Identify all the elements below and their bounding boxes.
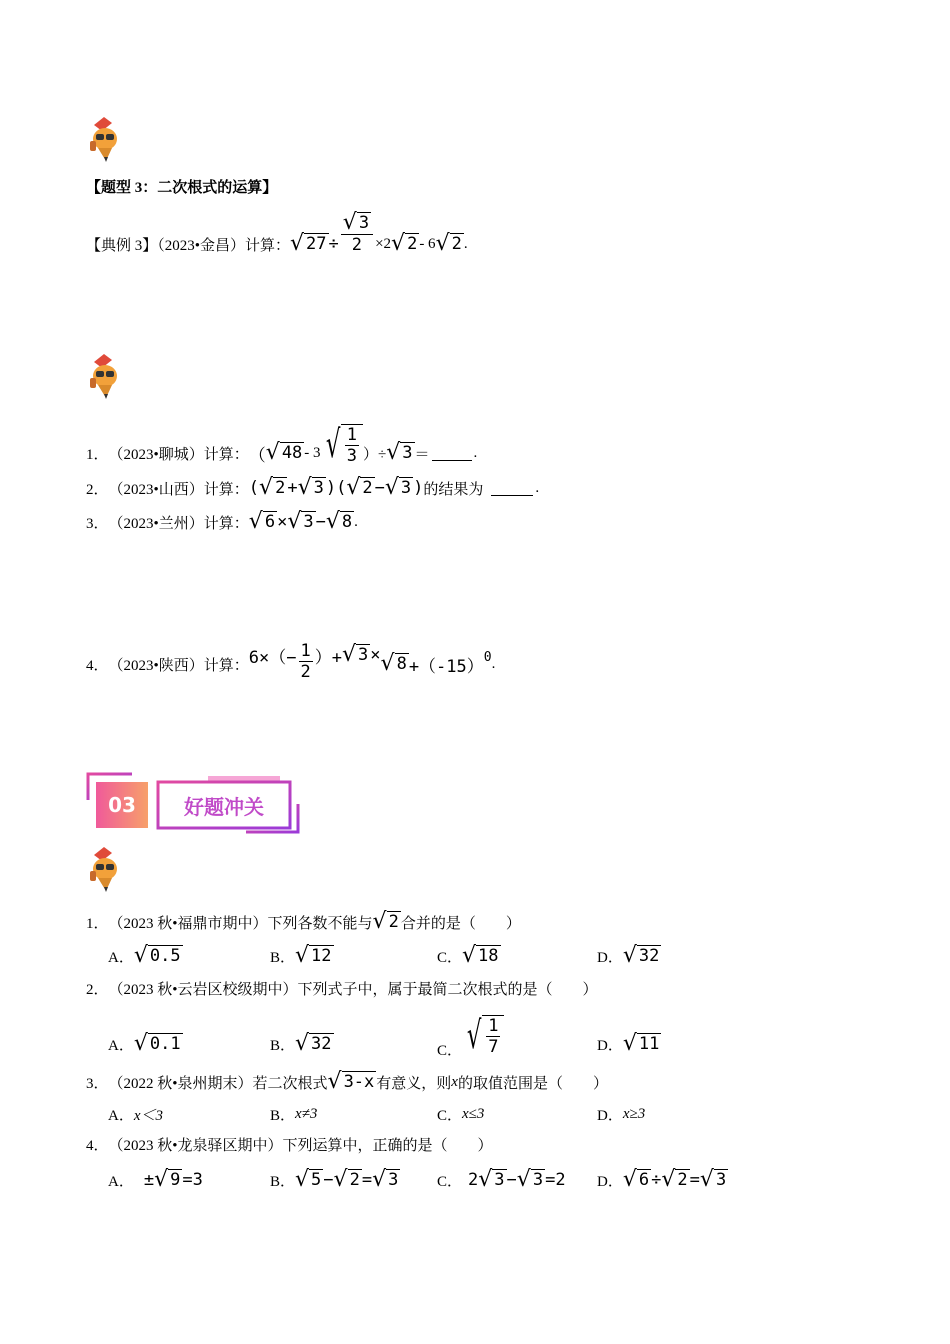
item-number: 2． (86, 981, 109, 998)
example-3 (86, 209, 468, 266)
option-sqrt: √ 6 (622, 1167, 650, 1192)
item-number: 1． (86, 446, 109, 463)
option-sqrt: √ 0.5 (133, 943, 181, 968)
quiz-item-2 (86, 968, 598, 1008)
option-sqrt: √ 5 (295, 1167, 322, 1192)
fraction-one-half: $\frac{1}{2}$ (300, 640, 311, 682)
equals-value: =2 (545, 1170, 566, 1190)
sqrt-48: √ 48 (265, 440, 303, 465)
option-letter: C． (437, 1107, 463, 1124)
times: × (370, 645, 381, 665)
option-letter: A． (108, 1173, 134, 1190)
option-sqrt: √ 32 (295, 1031, 332, 1056)
item-source: （2023•陕西）计算： (108, 657, 249, 674)
option-sqrt: √ 0.1 (133, 1031, 181, 1056)
minus-6: - 6 (419, 235, 436, 252)
pencil-mascot-icon (86, 845, 126, 893)
period: . (535, 479, 540, 496)
practice-item-3 (86, 502, 358, 542)
paren-open: （ (248, 445, 266, 466)
option-c[interactable] (437, 1160, 566, 1200)
option-text: x＜3 (133, 1107, 164, 1124)
sqrt-2: √ 2 (372, 909, 399, 934)
pencil-mascot-icon (86, 352, 126, 400)
option-text: x≥3 (622, 1105, 646, 1122)
times-2: ×2 (375, 235, 392, 252)
sqrt-3-minus-x: √ 3-x (327, 1069, 375, 1094)
quiz-item-3 (86, 1062, 608, 1102)
option-b[interactable] (270, 1024, 334, 1064)
option-sqrt: √ 3 (372, 1167, 399, 1192)
sqrt-2: √ 2 (435, 231, 462, 256)
option-sqrt: √ 2 (661, 1167, 688, 1192)
option-letter: B． (270, 949, 296, 966)
option-letter: D． (597, 1037, 623, 1054)
option-sqrt: √ 9 (154, 1167, 181, 1192)
item-number: 1． (86, 915, 109, 932)
option-text: x≤3 (462, 1105, 485, 1122)
option-d[interactable] (597, 1160, 728, 1200)
option-letter: C． (437, 1173, 463, 1190)
item-stem: 的取值范围是（ ） (457, 1075, 608, 1092)
option-sqrt: √ 32 (622, 943, 660, 968)
equals: ＝ (414, 446, 430, 463)
option-letter: C． (437, 949, 463, 966)
period: . (473, 444, 478, 461)
badge-label: 好题冲关 (184, 794, 264, 819)
item-number: 3． (86, 1075, 109, 1092)
option-sqrt: √ 11 (622, 1031, 660, 1056)
item-stem: 合并的是（ ） (400, 915, 521, 932)
option-letter: C． (437, 1042, 463, 1059)
option-text: x≠3 (295, 1105, 318, 1122)
option-sqrt: √ 12 (295, 943, 332, 968)
option-sqrt: √ 3 (478, 1167, 505, 1192)
option-d[interactable] (597, 1094, 645, 1134)
option-a[interactable] (108, 1024, 183, 1064)
option-letter: A． (108, 949, 134, 966)
option-letter: B． (270, 1037, 296, 1054)
minus: − (323, 1170, 334, 1190)
six-times-neg: 6×（− (248, 647, 297, 668)
minus-3: - 3 (304, 444, 321, 461)
option-letter: B． (270, 1173, 296, 1190)
pencil-mascot-icon (86, 115, 126, 163)
answer-blank[interactable] (432, 446, 472, 461)
section-title: 【题型 3：二次根式的运算】 (86, 180, 278, 196)
option-letter: D． (597, 1173, 623, 1190)
example-label: 【典例 3】（2023•金昌）计算： (86, 237, 291, 254)
item-number: 3． (86, 515, 109, 532)
minus: − (315, 512, 326, 532)
option-sqrt: √ 3 (516, 1167, 544, 1192)
times: × (277, 512, 288, 532)
sqrt-2: √ 2 (346, 475, 373, 500)
equals: = (361, 1170, 373, 1190)
option-letter: B． (270, 1107, 296, 1124)
option-sqrt-fraction: √ $\frac{1}{7}$ (462, 1015, 504, 1057)
sqrt-6: √ 6 (248, 509, 276, 534)
period: . (354, 513, 358, 530)
paren: )( (325, 478, 347, 498)
option-sqrt: √ 3 (699, 1167, 727, 1192)
item-source: （2023•兰州）计算： (108, 515, 249, 532)
paren-plus: ）+ (314, 647, 342, 668)
sqrt-3: √ 3 (384, 475, 412, 500)
item-source: （2023•山西）计算： (108, 481, 249, 498)
option-b[interactable] (270, 1160, 400, 1200)
equals: = (689, 1170, 700, 1190)
sqrt-3: √ 3 (297, 475, 324, 500)
sqrt-2: √ 2 (259, 475, 286, 500)
result-text: 的结果为 (423, 481, 484, 498)
item-number: 4． (86, 657, 109, 674)
paren-close-divide: ）÷ (363, 446, 387, 463)
period: . (463, 235, 468, 252)
sqrt-one-third: √ $\frac{1}{3}$ (321, 424, 363, 466)
sqrt-27: √ 27 (290, 231, 327, 256)
option-c[interactable] (437, 1006, 504, 1066)
answer-blank[interactable] (491, 481, 533, 496)
divide-sign: ÷ (328, 234, 339, 254)
option-letter: D． (597, 949, 623, 966)
exponent: 0 (483, 649, 492, 665)
option-letter: A． (108, 1107, 134, 1124)
quiz-item-4 (86, 1124, 493, 1164)
item-stem: （2023 秋•龙泉驿区期中）下列运算中，正确的是（ ） (108, 1137, 493, 1154)
option-d[interactable] (597, 1024, 661, 1064)
sqrt-2: √ 2 (391, 231, 418, 256)
minus: − (374, 478, 385, 498)
neg15-paren: +（-15） (408, 656, 484, 677)
item-source: （2023•聊城）计算： (108, 446, 249, 463)
badge-number: 03 (108, 793, 136, 817)
option-sqrt: √ 2 (333, 1167, 360, 1192)
variable-x: x (451, 1073, 458, 1090)
item-stem: （2023 秋•云岩区校级期中）下列式子中，属于最简二次根式的是（ ） (108, 981, 598, 998)
option-letter: A． (108, 1037, 134, 1054)
item-stem: 有意义，则 (376, 1075, 452, 1092)
item-number: 4． (86, 1137, 109, 1154)
sqrt-3: √ 3 (342, 642, 369, 667)
item-stem: （2023 秋•福鼎市期中）下列各数不能与 (108, 915, 373, 932)
plus-minus: ± (143, 1170, 155, 1190)
plus: + (287, 478, 298, 498)
sqrt-8: √ 8 (380, 651, 407, 676)
sqrt-3: √ 3 (386, 440, 413, 465)
sqrt-8: √ 8 (325, 509, 353, 534)
period: . (491, 655, 496, 672)
option-d[interactable] (597, 936, 661, 976)
option-sqrt: √ 18 (462, 943, 499, 968)
equals-value: =3 (182, 1170, 203, 1190)
fraction-sqrt3-over-2: √ 3 2 (341, 212, 373, 255)
coefficient: 2 (468, 1170, 479, 1190)
item-stem: （2022 秋•泉州期末）若二次根式 (108, 1075, 328, 1092)
option-letter: D． (597, 1107, 623, 1124)
minus: − (506, 1170, 517, 1190)
practice-item-4 (86, 640, 495, 688)
paren: ) (413, 478, 424, 498)
divide: ÷ (651, 1170, 662, 1190)
sqrt-3: √ 3 (287, 509, 314, 534)
option-a[interactable] (108, 1160, 203, 1200)
paren: ( (248, 478, 260, 498)
item-number: 2． (86, 481, 109, 498)
